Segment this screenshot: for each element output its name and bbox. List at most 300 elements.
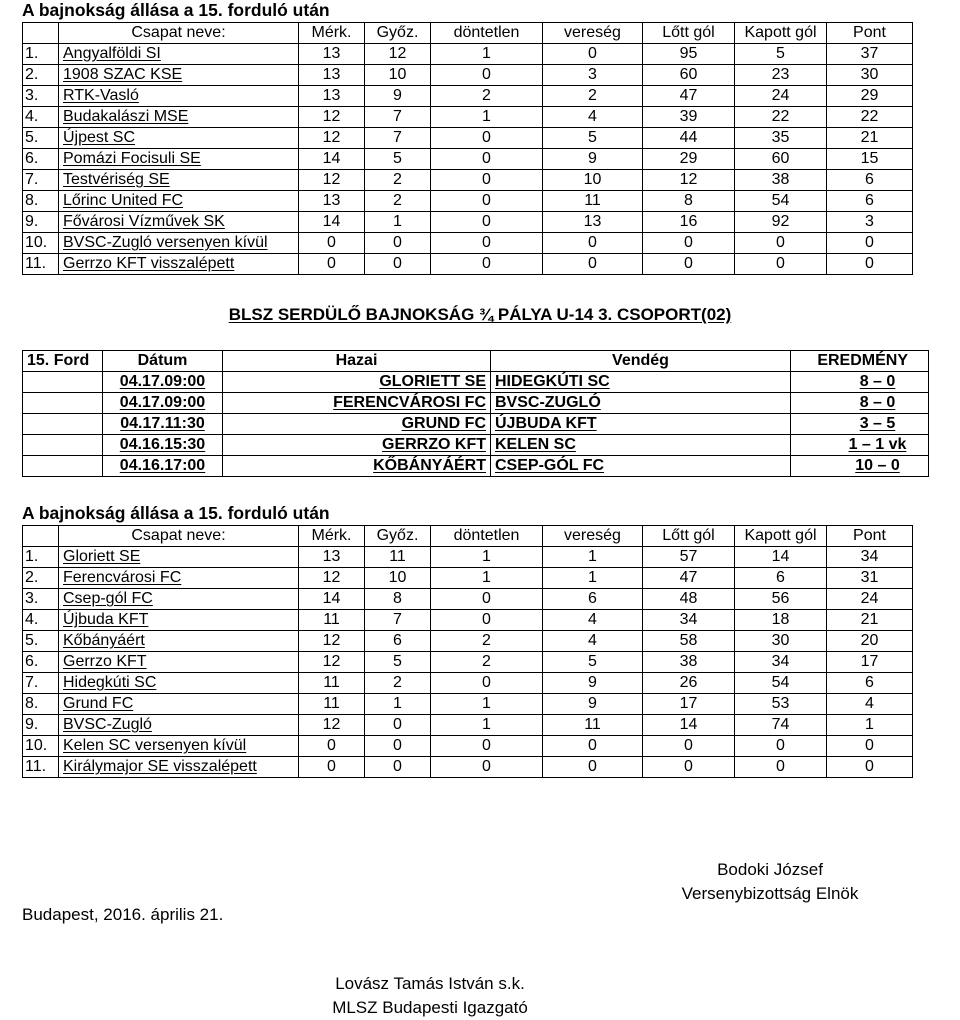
date-text: 04.17.11:30: [120, 415, 205, 432]
losses-header: vereség: [543, 526, 643, 547]
played-cell: 12: [299, 128, 365, 149]
played-header: Mérk.: [299, 526, 365, 547]
away-team-text: BVSC-ZUGLÓ: [495, 394, 601, 411]
signer-name: Lovász Tamás István s.k.: [335, 974, 525, 993]
points-cell: 34: [827, 547, 913, 568]
played-cell: 14: [299, 149, 365, 170]
signature-block-director: [280, 972, 580, 1020]
team-name-cell: [59, 589, 299, 610]
home-team-text: GERRZO KFT: [382, 436, 486, 453]
points-cell: 0: [827, 736, 913, 757]
away-team-text: HIDEGKÚTI SC: [495, 373, 610, 390]
draws-cell: 1: [431, 568, 543, 589]
draws-cell: 1: [431, 547, 543, 568]
losses-cell: 0: [543, 44, 643, 65]
pos-cell: 7.: [23, 170, 59, 191]
table-row: [23, 631, 913, 652]
score-text: 3 – 5: [859, 415, 896, 432]
date-cell: [103, 393, 223, 414]
goals-for-cell: 0: [643, 757, 735, 778]
draws-cell: 1: [431, 694, 543, 715]
played-cell: 13: [299, 44, 365, 65]
played-cell: 12: [299, 715, 365, 736]
goals-against-cell: 38: [735, 170, 827, 191]
goals-against-cell: 5: [735, 44, 827, 65]
played-cell: 14: [299, 589, 365, 610]
score-cell: [791, 435, 929, 456]
played-cell: 12: [299, 107, 365, 128]
goals-for-cell: 39: [643, 107, 735, 128]
points-cell: 0: [827, 757, 913, 778]
team-name-cell: [59, 149, 299, 170]
goals-against-cell: 18: [735, 610, 827, 631]
draws-cell: 0: [431, 149, 543, 170]
pos-cell: 5.: [23, 128, 59, 149]
team-name-cell: [59, 86, 299, 107]
team-name: Hidegkúti SC: [63, 674, 157, 691]
pos-cell: 9.: [23, 715, 59, 736]
points-cell: 37: [827, 44, 913, 65]
team-name: Testvériség SE: [63, 171, 170, 188]
date-text: 04.17.09:00: [119, 394, 206, 411]
draws-cell: 0: [431, 736, 543, 757]
played-cell: 0: [299, 254, 365, 275]
team-name-cell: [59, 65, 299, 86]
team-name: Lőrinc United FC: [63, 192, 184, 209]
goals-against-cell: 60: [735, 149, 827, 170]
played-cell: 0: [299, 233, 365, 254]
table-row: [23, 652, 913, 673]
points-header: Pont: [827, 23, 913, 44]
team-name: Ferencvárosi FC: [63, 569, 182, 586]
wins-cell: 2: [365, 191, 431, 212]
results-table: [22, 350, 929, 477]
section-title: BLSZ SERDÜLŐ BAJNOKSÁG ¾ PÁLYA U-14 3. CSOPORT(02): [228, 305, 732, 324]
score-cell: [791, 372, 929, 393]
date-cell: [103, 372, 223, 393]
team-name-cell: [59, 673, 299, 694]
losses-cell: 5: [543, 652, 643, 673]
wins-cell: 0: [365, 254, 431, 275]
date-cell: [103, 435, 223, 456]
points-cell: 15: [827, 149, 913, 170]
losses-cell: 11: [543, 191, 643, 212]
table-row: [23, 149, 913, 170]
wins-cell: 0: [365, 233, 431, 254]
table-row: [23, 254, 913, 275]
team-name-cell: [59, 107, 299, 128]
date-cell: [103, 414, 223, 435]
draws-cell: 0: [431, 128, 543, 149]
played-cell: 11: [299, 694, 365, 715]
draws-cell: 2: [431, 86, 543, 107]
losses-cell: 0: [543, 233, 643, 254]
draws-cell: 1: [431, 715, 543, 736]
draws-cell: 0: [431, 65, 543, 86]
wins-header: Győz.: [365, 526, 431, 547]
draws-cell: 1: [431, 107, 543, 128]
pos-cell: 5.: [23, 631, 59, 652]
standings-table-bottom: [22, 525, 913, 778]
round-cell: [23, 456, 103, 477]
away-team-text: CSEP-GÓL FC: [495, 457, 605, 474]
losses-cell: 13: [543, 212, 643, 233]
team-name: Gerrzo KFT: [63, 653, 147, 670]
pos-cell: 2.: [23, 568, 59, 589]
team-name: BVSC-Zugló versenyen kívül: [63, 234, 268, 251]
goals-against-header: Kapott gól: [735, 526, 827, 547]
home-team-cell: [223, 435, 491, 456]
wins-cell: 2: [365, 170, 431, 191]
played-cell: 11: [299, 610, 365, 631]
table-row: [23, 757, 913, 778]
goals-against-cell: 6: [735, 568, 827, 589]
points-cell: 3: [827, 212, 913, 233]
losses-cell: 9: [543, 673, 643, 694]
wins-cell: 10: [365, 65, 431, 86]
wins-cell: 7: [365, 107, 431, 128]
losses-cell: 0: [543, 757, 643, 778]
home-team-text: KŐBÁNYÁÉRT: [373, 457, 486, 474]
home-team-cell: [223, 456, 491, 477]
wins-cell: 12: [365, 44, 431, 65]
points-cell: 31: [827, 568, 913, 589]
pos-header: [23, 23, 59, 44]
played-cell: 13: [299, 191, 365, 212]
goals-for-cell: 48: [643, 589, 735, 610]
team-name-cell: [59, 128, 299, 149]
points-cell: 4: [827, 694, 913, 715]
points-cell: 6: [827, 170, 913, 191]
table-row: [23, 589, 913, 610]
points-cell: 22: [827, 107, 913, 128]
score-text: 8 – 0: [859, 394, 896, 411]
points-cell: 21: [827, 610, 913, 631]
played-cell: 11: [299, 673, 365, 694]
standings-heading-bottom: A bajnokság állása a 15. forduló után: [22, 503, 330, 523]
goals-for-cell: 14: [643, 715, 735, 736]
away-team-cell: [491, 393, 791, 414]
losses-cell: 6: [543, 589, 643, 610]
points-header: Pont: [827, 526, 913, 547]
pos-header: [23, 526, 59, 547]
losses-cell: 10: [543, 170, 643, 191]
signer-title: Versenybizottság Elnök: [681, 884, 859, 903]
team-name: Kőbányáért: [63, 632, 145, 649]
goals-against-cell: 0: [735, 736, 827, 757]
away-team-cell: [491, 456, 791, 477]
home-team-cell: [223, 372, 491, 393]
standings-header-row: [23, 23, 913, 44]
draws-cell: 0: [431, 254, 543, 275]
played-cell: 13: [299, 547, 365, 568]
played-header: Mérk.: [299, 23, 365, 44]
wins-cell: 7: [365, 128, 431, 149]
points-cell: 20: [827, 631, 913, 652]
played-cell: 0: [299, 757, 365, 778]
goals-against-cell: 74: [735, 715, 827, 736]
played-cell: 12: [299, 652, 365, 673]
goals-against-cell: 54: [735, 191, 827, 212]
goals-against-header: Kapott gól: [735, 23, 827, 44]
goals-for-cell: 26: [643, 673, 735, 694]
points-cell: 29: [827, 86, 913, 107]
goals-for-header: Lőtt gól: [643, 23, 735, 44]
team-name: RTK-Vasló: [63, 87, 139, 104]
result-row: [23, 435, 929, 456]
result-row: [23, 372, 929, 393]
played-cell: 13: [299, 86, 365, 107]
score-text: 10 – 0: [855, 457, 900, 474]
draws-cell: 0: [431, 610, 543, 631]
results-header-row: [23, 351, 929, 372]
table-row: [23, 191, 913, 212]
date-header: Dátum: [103, 351, 223, 372]
played-cell: 0: [299, 736, 365, 757]
played-cell: 13: [299, 65, 365, 86]
pos-cell: 11.: [23, 254, 59, 275]
goals-for-cell: 12: [643, 170, 735, 191]
losses-cell: 11: [543, 715, 643, 736]
points-cell: 30: [827, 65, 913, 86]
goals-for-cell: 38: [643, 652, 735, 673]
played-cell: 12: [299, 568, 365, 589]
table-row: [23, 568, 913, 589]
goals-for-cell: 95: [643, 44, 735, 65]
away-header: Vendég: [491, 351, 791, 372]
points-cell: 1: [827, 715, 913, 736]
goals-against-cell: 54: [735, 673, 827, 694]
wins-cell: 7: [365, 610, 431, 631]
draws-cell: 0: [431, 757, 543, 778]
pos-cell: 3.: [23, 86, 59, 107]
wins-cell: 6: [365, 631, 431, 652]
goals-against-cell: 0: [735, 233, 827, 254]
round-cell: [23, 435, 103, 456]
goals-for-cell: 58: [643, 631, 735, 652]
wins-cell: 0: [365, 736, 431, 757]
points-cell: 6: [827, 191, 913, 212]
goals-for-cell: 8: [643, 191, 735, 212]
goals-for-cell: 44: [643, 128, 735, 149]
wins-cell: 5: [365, 652, 431, 673]
result-row: [23, 393, 929, 414]
goals-for-cell: 0: [643, 233, 735, 254]
team-name: Gerrzo KFT visszalépett: [63, 255, 235, 272]
wins-cell: 1: [365, 694, 431, 715]
losses-header: vereség: [543, 23, 643, 44]
table-row: [23, 170, 913, 191]
losses-cell: 4: [543, 631, 643, 652]
goals-against-cell: 0: [735, 757, 827, 778]
goals-against-cell: 35: [735, 128, 827, 149]
points-cell: 0: [827, 233, 913, 254]
round-header: 15. Ford: [23, 351, 103, 372]
goals-for-cell: 47: [643, 86, 735, 107]
draws-cell: 0: [431, 673, 543, 694]
away-team-text: KELEN SC: [495, 436, 576, 453]
losses-cell: 5: [543, 128, 643, 149]
round-cell: [23, 414, 103, 435]
pos-cell: 4.: [23, 107, 59, 128]
team-name-cell: [59, 631, 299, 652]
team-name: Fővárosi Vízművek SK: [63, 213, 225, 230]
team-name-cell: [59, 694, 299, 715]
losses-cell: 4: [543, 107, 643, 128]
team-name-cell: [59, 547, 299, 568]
standings-heading-top: A bajnokság állása a 15. forduló után: [22, 0, 330, 20]
team-name-cell: [59, 44, 299, 65]
table-row: [23, 547, 913, 568]
team-name: Újpest SC: [63, 129, 136, 146]
losses-cell: 0: [543, 254, 643, 275]
team-name: Királymajor SE visszalépett: [63, 758, 257, 775]
team-name: Angyalföldi SI: [63, 45, 161, 62]
team-name-header: Csapat neve:: [59, 526, 299, 547]
wins-cell: 10: [365, 568, 431, 589]
table-row: [23, 107, 913, 128]
score-cell: [791, 414, 929, 435]
draws-header: döntetlen: [431, 526, 543, 547]
team-name-cell: [59, 254, 299, 275]
place-date: Budapest, 2016. április 21.: [22, 905, 224, 924]
date-text: 04.16.15:30: [119, 436, 206, 453]
team-name-cell: [59, 170, 299, 191]
losses-cell: 9: [543, 149, 643, 170]
points-cell: 17: [827, 652, 913, 673]
wins-cell: 8: [365, 589, 431, 610]
points-cell: 21: [827, 128, 913, 149]
team-name: 1908 SZAC KSE: [63, 66, 183, 83]
date-text: 04.16.17:00: [119, 457, 206, 474]
result-row: [23, 414, 929, 435]
round-cell: [23, 393, 103, 414]
played-cell: 12: [299, 631, 365, 652]
wins-cell: 1: [365, 212, 431, 233]
away-team-cell: [491, 414, 791, 435]
draws-cell: 0: [431, 170, 543, 191]
draws-cell: 0: [431, 191, 543, 212]
wins-header: Győz.: [365, 23, 431, 44]
team-name: Gloriett SE: [63, 548, 141, 565]
team-name-cell: [59, 757, 299, 778]
team-name: Csep-gól FC: [63, 590, 153, 607]
losses-cell: 3: [543, 65, 643, 86]
wins-cell: 2: [365, 673, 431, 694]
played-cell: 14: [299, 212, 365, 233]
losses-cell: 1: [543, 568, 643, 589]
losses-cell: 0: [543, 736, 643, 757]
losses-cell: 1: [543, 547, 643, 568]
team-name-header: Csapat neve:: [59, 23, 299, 44]
goals-against-cell: 92: [735, 212, 827, 233]
home-header: Hazai: [223, 351, 491, 372]
goals-against-cell: 53: [735, 694, 827, 715]
points-cell: 24: [827, 589, 913, 610]
pos-cell: 8.: [23, 191, 59, 212]
wins-cell: 11: [365, 547, 431, 568]
table-row: [23, 86, 913, 107]
team-name-cell: [59, 212, 299, 233]
home-team-cell: [223, 414, 491, 435]
wins-cell: 0: [365, 715, 431, 736]
draws-cell: 0: [431, 233, 543, 254]
team-name-cell: [59, 191, 299, 212]
team-name-cell: [59, 652, 299, 673]
team-name-cell: [59, 736, 299, 757]
standings-header-row: [23, 526, 913, 547]
goals-for-cell: 0: [643, 254, 735, 275]
played-cell: 12: [299, 170, 365, 191]
draws-cell: 2: [431, 631, 543, 652]
losses-cell: 4: [543, 610, 643, 631]
goals-for-cell: 57: [643, 547, 735, 568]
team-name: Újbuda KFT: [63, 611, 149, 628]
table-row: [23, 694, 913, 715]
signer-name: Bodoki József: [717, 860, 823, 879]
goals-against-cell: 0: [735, 254, 827, 275]
pos-cell: 2.: [23, 65, 59, 86]
table-row: [23, 212, 913, 233]
points-cell: 0: [827, 254, 913, 275]
team-name-cell: [59, 715, 299, 736]
team-name-cell: [59, 568, 299, 589]
away-team-cell: [491, 435, 791, 456]
goals-for-cell: 17: [643, 694, 735, 715]
draws-cell: 2: [431, 652, 543, 673]
goals-for-cell: 60: [643, 65, 735, 86]
pos-cell: 10.: [23, 736, 59, 757]
goals-against-cell: 34: [735, 652, 827, 673]
pos-cell: 1.: [23, 547, 59, 568]
pos-cell: 6.: [23, 652, 59, 673]
wins-cell: 0: [365, 757, 431, 778]
draws-cell: 0: [431, 589, 543, 610]
away-team-cell: [491, 372, 791, 393]
table-row: [23, 128, 913, 149]
pos-cell: 8.: [23, 694, 59, 715]
goals-for-cell: 47: [643, 568, 735, 589]
pos-cell: 10.: [23, 233, 59, 254]
goals-against-cell: 24: [735, 86, 827, 107]
signer-title: MLSZ Budapesti Igazgató: [332, 998, 528, 1017]
losses-cell: 9: [543, 694, 643, 715]
goals-against-cell: 23: [735, 65, 827, 86]
score-text: 1 – 1 vk: [848, 436, 907, 453]
table-row: [23, 65, 913, 86]
pos-cell: 4.: [23, 610, 59, 631]
pos-cell: 6.: [23, 149, 59, 170]
goals-for-cell: 29: [643, 149, 735, 170]
goals-for-cell: 0: [643, 736, 735, 757]
table-row: [23, 44, 913, 65]
goals-against-cell: 30: [735, 631, 827, 652]
goals-for-cell: 34: [643, 610, 735, 631]
home-team-text: FERENCVÁROSI FC: [333, 394, 486, 411]
goals-against-cell: 14: [735, 547, 827, 568]
away-team-text: ÚJBUDA KFT: [495, 415, 597, 432]
signature-block-committee: [620, 858, 920, 906]
table-row: [23, 233, 913, 254]
home-team-cell: [223, 393, 491, 414]
score-cell: [791, 456, 929, 477]
goals-against-cell: 56: [735, 589, 827, 610]
pos-cell: 9.: [23, 212, 59, 233]
pos-cell: 3.: [23, 589, 59, 610]
date-text: 04.17.09:00: [119, 373, 206, 390]
result-row: [23, 456, 929, 477]
draws-header: döntetlen: [431, 23, 543, 44]
